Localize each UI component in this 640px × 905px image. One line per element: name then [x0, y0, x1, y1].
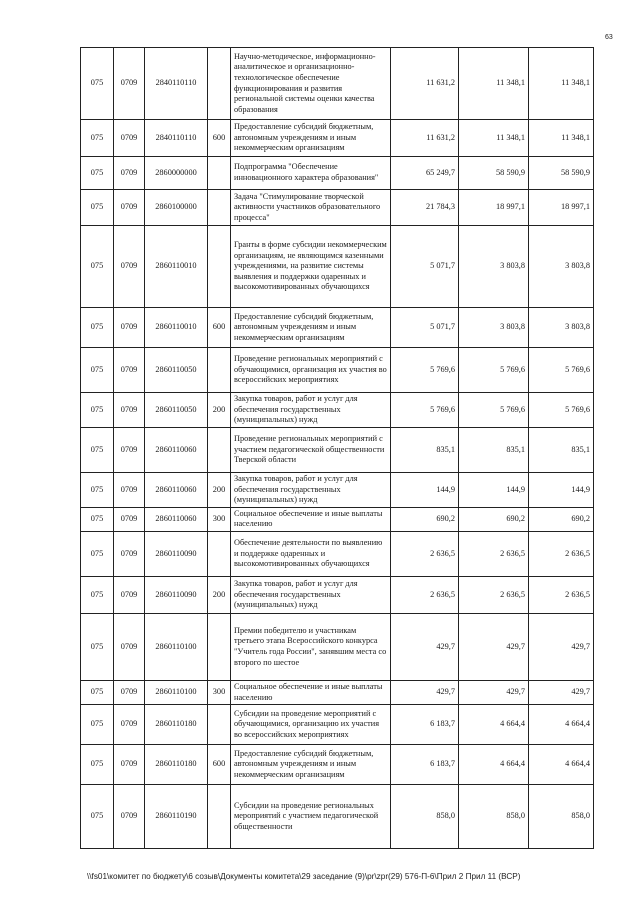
- table-row: [81, 348, 594, 393]
- target-article-cell: 2840110110: [145, 120, 208, 157]
- expense-type-cell: [208, 785, 231, 849]
- amount-year2-cell: 144,9: [459, 473, 529, 508]
- org-cell: 075: [81, 48, 114, 120]
- table-row: [81, 157, 594, 190]
- description-cell: Субсидии на проведение мероприятий с обучающимися, организацию их участия во всероссийских мероприятиях: [231, 705, 391, 745]
- section-cell: 0709: [114, 576, 145, 613]
- section-cell: 0709: [114, 507, 145, 531]
- amount-year3-cell: 2 636,5: [529, 531, 594, 576]
- org-cell: 075: [81, 428, 114, 473]
- amount-year3-cell: 429,7: [529, 680, 594, 704]
- org-cell: 075: [81, 308, 114, 348]
- expense-type-cell: 200: [208, 473, 231, 508]
- amount-year3-cell: 3 803,8: [529, 226, 594, 308]
- amount-year2-cell: 58 590,9: [459, 157, 529, 190]
- target-article-cell: 2860110010: [145, 226, 208, 308]
- target-article-cell: 2860110050: [145, 348, 208, 393]
- table-row: [81, 393, 594, 428]
- expense-type-cell: [208, 348, 231, 393]
- description-cell: Предоставление субсидий бюджетным, автономным учреждениям и иным некоммерческим организациям: [231, 308, 391, 348]
- amount-year2-cell: 3 803,8: [459, 308, 529, 348]
- amount-year1-cell: 2 636,5: [391, 531, 459, 576]
- amount-year2-cell: 429,7: [459, 680, 529, 704]
- table-row: [81, 576, 594, 613]
- amount-year3-cell: 690,2: [529, 507, 594, 531]
- table-row: [81, 190, 594, 226]
- org-cell: 075: [81, 576, 114, 613]
- section-cell: 0709: [114, 531, 145, 576]
- amount-year2-cell: 3 803,8: [459, 226, 529, 308]
- org-cell: 075: [81, 226, 114, 308]
- section-cell: 0709: [114, 745, 145, 785]
- amount-year2-cell: 11 348,1: [459, 48, 529, 120]
- amount-year2-cell: 5 769,6: [459, 393, 529, 428]
- budget-table: [80, 47, 594, 849]
- expense-type-cell: [208, 190, 231, 226]
- amount-year2-cell: 835,1: [459, 428, 529, 473]
- amount-year1-cell: 21 784,3: [391, 190, 459, 226]
- section-cell: 0709: [114, 157, 145, 190]
- description-cell: Проведение региональных мероприятий с участием педагогической общественности Тверской области: [231, 428, 391, 473]
- amount-year2-cell: 18 997,1: [459, 190, 529, 226]
- expense-type-cell: 600: [208, 745, 231, 785]
- section-cell: 0709: [114, 613, 145, 680]
- target-article-cell: 2860110090: [145, 576, 208, 613]
- description-cell: Социальное обеспечение и иные выплаты населению: [231, 680, 391, 704]
- org-cell: 075: [81, 393, 114, 428]
- section-cell: 0709: [114, 120, 145, 157]
- target-article-cell: 2860110190: [145, 785, 208, 849]
- amount-year1-cell: 5 071,7: [391, 308, 459, 348]
- org-cell: 075: [81, 473, 114, 508]
- target-article-cell: 2860110090: [145, 531, 208, 576]
- table-row: [81, 48, 594, 120]
- table-row: [81, 680, 594, 704]
- target-article-cell: 2860110060: [145, 428, 208, 473]
- amount-year1-cell: 429,7: [391, 680, 459, 704]
- target-article-cell: 2860110060: [145, 507, 208, 531]
- amount-year3-cell: 5 769,6: [529, 348, 594, 393]
- section-cell: 0709: [114, 348, 145, 393]
- expense-type-cell: [208, 226, 231, 308]
- amount-year3-cell: 3 803,8: [529, 308, 594, 348]
- table-row: [81, 473, 594, 508]
- org-cell: 075: [81, 705, 114, 745]
- amount-year2-cell: 2 636,5: [459, 576, 529, 613]
- description-cell: Закупка товаров, работ и услуг для обеспечения государственных (муниципальных) нужд: [231, 576, 391, 613]
- target-article-cell: 2860100000: [145, 190, 208, 226]
- description-cell: Подпрограмма "Обеспечение инновационного характера образования": [231, 157, 391, 190]
- amount-year1-cell: 858,0: [391, 785, 459, 849]
- section-cell: 0709: [114, 308, 145, 348]
- amount-year2-cell: 4 664,4: [459, 705, 529, 745]
- table-row: [81, 120, 594, 157]
- table-row: [81, 428, 594, 473]
- section-cell: 0709: [114, 680, 145, 704]
- amount-year3-cell: 58 590,9: [529, 157, 594, 190]
- description-cell: Обеспечение деятельности по выявлению и поддержке одаренных и высокомотивированных обучающихся: [231, 531, 391, 576]
- description-cell: Премии победителю и участникам третьего этапа Всероссийского конкурса "Учитель года России", занявшим места со второго по шестое: [231, 613, 391, 680]
- target-article-cell: 2860110100: [145, 613, 208, 680]
- expense-type-cell: [208, 531, 231, 576]
- table-row: [81, 705, 594, 745]
- amount-year1-cell: 5 071,7: [391, 226, 459, 308]
- amount-year1-cell: 690,2: [391, 507, 459, 531]
- section-cell: 0709: [114, 473, 145, 508]
- target-article-cell: 2860110060: [145, 473, 208, 508]
- description-cell: Субсидии на проведение региональных мероприятий с участием педагогической общественности: [231, 785, 391, 849]
- org-cell: 075: [81, 745, 114, 785]
- target-article-cell: 2840110110: [145, 48, 208, 120]
- expense-type-cell: [208, 613, 231, 680]
- page-number: 63: [605, 34, 613, 41]
- section-cell: 0709: [114, 226, 145, 308]
- section-cell: 0709: [114, 48, 145, 120]
- org-cell: 075: [81, 157, 114, 190]
- amount-year3-cell: 835,1: [529, 428, 594, 473]
- amount-year3-cell: 11 348,1: [529, 48, 594, 120]
- target-article-cell: 2860110050: [145, 393, 208, 428]
- expense-type-cell: 300: [208, 507, 231, 531]
- amount-year3-cell: 4 664,4: [529, 705, 594, 745]
- target-article-cell: 2860110010: [145, 308, 208, 348]
- amount-year3-cell: 18 997,1: [529, 190, 594, 226]
- section-cell: 0709: [114, 393, 145, 428]
- expense-type-cell: [208, 428, 231, 473]
- table-row: [81, 226, 594, 308]
- amount-year2-cell: 690,2: [459, 507, 529, 531]
- expense-type-cell: 300: [208, 680, 231, 704]
- amount-year1-cell: 5 769,6: [391, 393, 459, 428]
- amount-year1-cell: 5 769,6: [391, 348, 459, 393]
- amount-year3-cell: 144,9: [529, 473, 594, 508]
- amount-year2-cell: 429,7: [459, 613, 529, 680]
- description-cell: Предоставление субсидий бюджетным, автономным учреждениям и иным некоммерческим организациям: [231, 745, 391, 785]
- amount-year3-cell: 429,7: [529, 613, 594, 680]
- file-path-footer: \\fs01\комитет по бюджету\6 созыв\Документы комитета\29 заседание (9)\pr\zpr(29) 576-П-6\Прил 2 Прил 11 (ВСР): [87, 872, 521, 881]
- target-article-cell: 2860000000: [145, 157, 208, 190]
- table-row: [81, 613, 594, 680]
- table-row: [81, 785, 594, 849]
- section-cell: 0709: [114, 190, 145, 226]
- amount-year2-cell: 858,0: [459, 785, 529, 849]
- org-cell: 075: [81, 348, 114, 393]
- org-cell: 075: [81, 120, 114, 157]
- org-cell: 075: [81, 190, 114, 226]
- amount-year2-cell: 11 348,1: [459, 120, 529, 157]
- target-article-cell: 2860110100: [145, 680, 208, 704]
- section-cell: 0709: [114, 785, 145, 849]
- amount-year1-cell: 429,7: [391, 613, 459, 680]
- amount-year1-cell: 6 183,7: [391, 705, 459, 745]
- description-cell: Задача "Стимулирование творческой активности участников образовательного процесса": [231, 190, 391, 226]
- org-cell: 075: [81, 531, 114, 576]
- expense-type-cell: [208, 157, 231, 190]
- amount-year3-cell: 5 769,6: [529, 393, 594, 428]
- description-cell: Проведение региональных мероприятий с обучающимися, организация их участия во всероссийских мероприятиях: [231, 348, 391, 393]
- table-row: [81, 531, 594, 576]
- description-cell: Предоставление субсидий бюджетным, автономным учреждениям и иным некоммерческим организациям: [231, 120, 391, 157]
- expense-type-cell: 200: [208, 393, 231, 428]
- description-cell: Научно-методическое, информационно-аналитическое и организационно-технологическое обеспечение функционирования и развития региональной системы оценки качества образования: [231, 48, 391, 120]
- description-cell: Закупка товаров, работ и услуг для обеспечения государственных (муниципальных) нужд: [231, 393, 391, 428]
- table-row: [81, 507, 594, 531]
- expense-type-cell: [208, 48, 231, 120]
- amount-year1-cell: 11 631,2: [391, 120, 459, 157]
- amount-year2-cell: 2 636,5: [459, 531, 529, 576]
- org-cell: 075: [81, 613, 114, 680]
- table-row: [81, 308, 594, 348]
- expense-type-cell: 600: [208, 308, 231, 348]
- amount-year3-cell: 2 636,5: [529, 576, 594, 613]
- org-cell: 075: [81, 785, 114, 849]
- amount-year2-cell: 4 664,4: [459, 745, 529, 785]
- section-cell: 0709: [114, 705, 145, 745]
- table-row: [81, 745, 594, 785]
- amount-year3-cell: 858,0: [529, 785, 594, 849]
- amount-year1-cell: 6 183,7: [391, 745, 459, 785]
- expense-type-cell: 200: [208, 576, 231, 613]
- description-cell: Закупка товаров, работ и услуг для обеспечения государственных (муниципальных) нужд: [231, 473, 391, 508]
- target-article-cell: 2860110180: [145, 705, 208, 745]
- expense-type-cell: 600: [208, 120, 231, 157]
- amount-year1-cell: 835,1: [391, 428, 459, 473]
- amount-year1-cell: 11 631,2: [391, 48, 459, 120]
- org-cell: 075: [81, 680, 114, 704]
- org-cell: 075: [81, 507, 114, 531]
- amount-year3-cell: 4 664,4: [529, 745, 594, 785]
- amount-year2-cell: 5 769,6: [459, 348, 529, 393]
- amount-year1-cell: 2 636,5: [391, 576, 459, 613]
- amount-year1-cell: 144,9: [391, 473, 459, 508]
- expense-type-cell: [208, 705, 231, 745]
- section-cell: 0709: [114, 428, 145, 473]
- description-cell: Социальное обеспечение и иные выплаты населению: [231, 507, 391, 531]
- target-article-cell: 2860110180: [145, 745, 208, 785]
- description-cell: Гранты в форме субсидии некоммерческим организациям, не являющимся казенными учреждениями, на развитие системы выявления и поддержки одаренных и высокомотивированных обучающихся: [231, 226, 391, 308]
- amount-year3-cell: 11 348,1: [529, 120, 594, 157]
- amount-year1-cell: 65 249,7: [391, 157, 459, 190]
